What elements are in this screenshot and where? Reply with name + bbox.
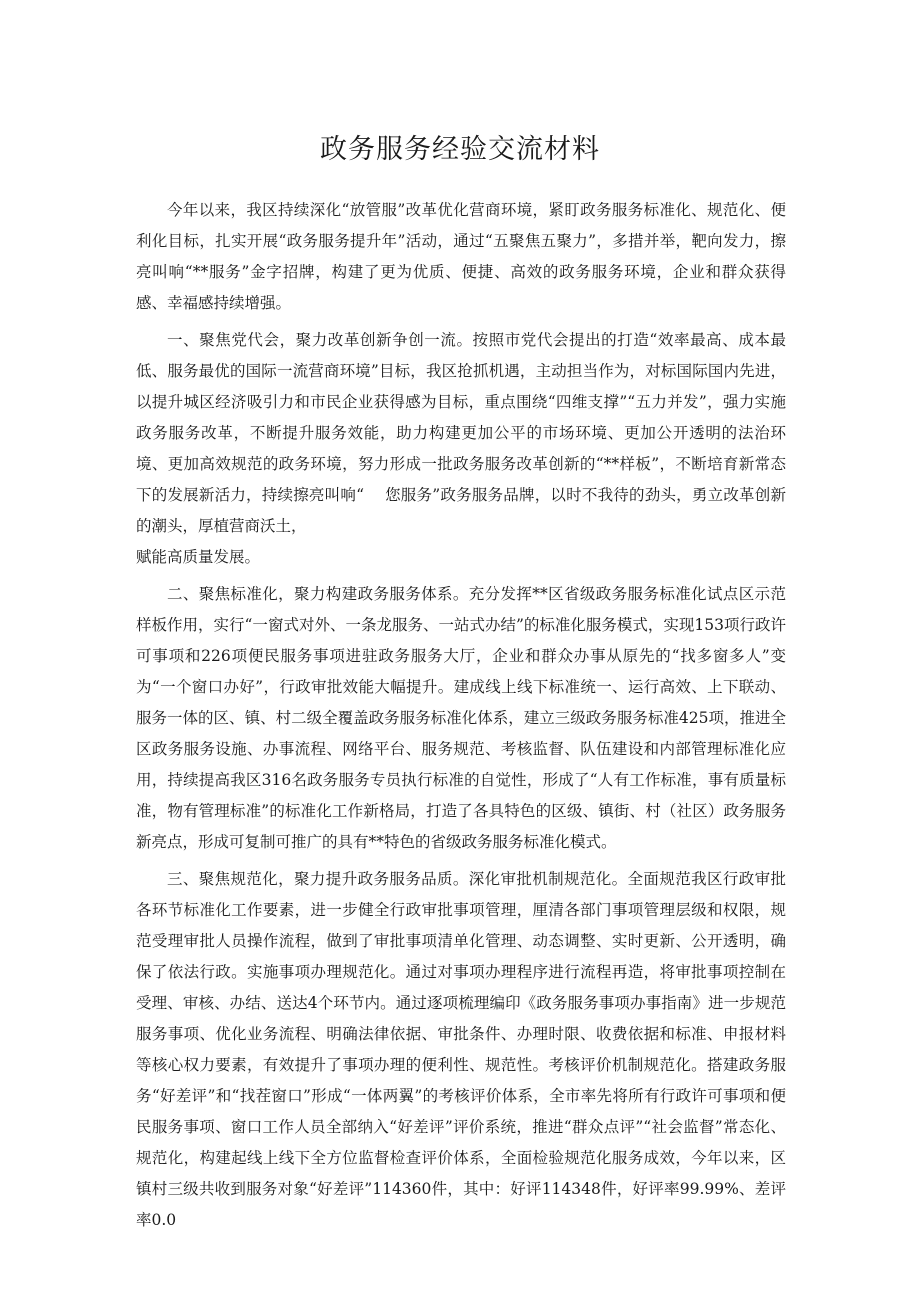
paragraph-section-3: 三、聚焦规范化，聚力提升政务服务品质。深化审批机制规范化。全面规范我区行政审批各环节标准化工作要素，进一步健全行政审批事项管理，厘清各部门事项管理层级和权限，规范受理审批人员操作流程，做到了审批事项清单化管理、动态调整、实时更新、公开透明，确保了依法行政。实施事项办理规范化。通过对事项办理程序进行流程再造，将审批事项控制在受理、审核、办结、送达4个环节内。通过逐项梳理编印《政务服务事项办事指南》进一步规范服务事项、优化业务流程、明确法律依据、审批条件、办理时限、收费依据和标准、申报材料等核心权力要素，有效提升了事项办理的便利性、规范性。考核评价机制规范化。搭建政务服务“好差评”和“找茬窗口”形成“一体两翼”的考核评价体系，全市率先将所有行政许可事项和便民服务事项、窗口工作人员全部纳入“好差评”评价系统，推进“群众点评”“社会监督”常态化、规范化，构建起线上线下全方位监督检查评价体系，全面检验规范化服务成效，今年以来，区镇村三级共收到服务对象“好差评”114360件，其中：好评114348件，好评率99.99%、差评率0.0: [136, 870, 786, 1229]
paragraph-section-2: 二、聚焦标准化，聚力构建政务服务体系。充分发挥**区省级政务服务标准化试点区示范样板作用，实行“一窗式对外、一条龙服务、一站式办结”的标准化服务模式，实现153项行政许可事项和226项便民服务事项进驻政务服务大厅，企业和群众办事从原先的“找多窗多人”变为“一个窗口办好”，行政审批效能大幅提升。建成线上线下标准统一、运行高效、上下联动、服务一体的区、镇、村二级全覆盖政务服务标准化体系，建立三级政务服务标准425项，推进全区政务服务设施、办事流程、网络平台、服务规范、考核监督、队伍建设和内部管理标准化应用，持续提高我区316名政务服务专员执行标准的自觉性，形成了“人有工作标准，事有质量标准，物有管理标准”的标准化工作新格局，打造了各具特色的区级、镇街、村（社区）政务服务新亮点，形成可复制可推广的具有**特色的省级政务服务标准化模式。: [136, 585, 786, 851]
document-body: [136, 195, 786, 1242]
paragraph-section-1-tail: 赋能高质量发展。: [136, 548, 261, 566]
page-title: 政务服务经验交流材料: [320, 134, 600, 165]
paragraph-intro: 今年以来，我区持续深化“放管服”改革优化营商环境，紧盯政务服务标准化、规范化、便利化目标，扎实开展“政务服务提升年”活动，通过“五聚焦五聚力”，多措并举，靶向发力，擦亮叫响“**服务”金字招牌，构建了更为优质、便捷、高效的政务服务环境，企业和群众获得感、幸福感持续增强。: [136, 201, 786, 312]
paragraph-section-1: 一、聚焦党代会，聚力改革创新争创一流。按照市党代会提出的打造“效率最高、成本最低、服务最优的国际一流营商环境”目标，我区抢抓机遇，主动担当作为，对标国际国内先进，以提升城区经济吸引力和市民企业获得感为目标，重点围绕“四维支撑”“五力并发”，强力实施政务服务改革，不断提升服务效能，助力构建更加公平的市场环境、更加公开透明的法治环境、更加高效规范的政务环境，努力形成一批政务服务改革创新的“**样板”，不断培育新常态下的发展新活力，持续擦亮叫响“ 您服务”政务服务品牌，以时不我待的劲头，勇立改革创新的潮头，厚植营商沃土，: [136, 331, 786, 535]
